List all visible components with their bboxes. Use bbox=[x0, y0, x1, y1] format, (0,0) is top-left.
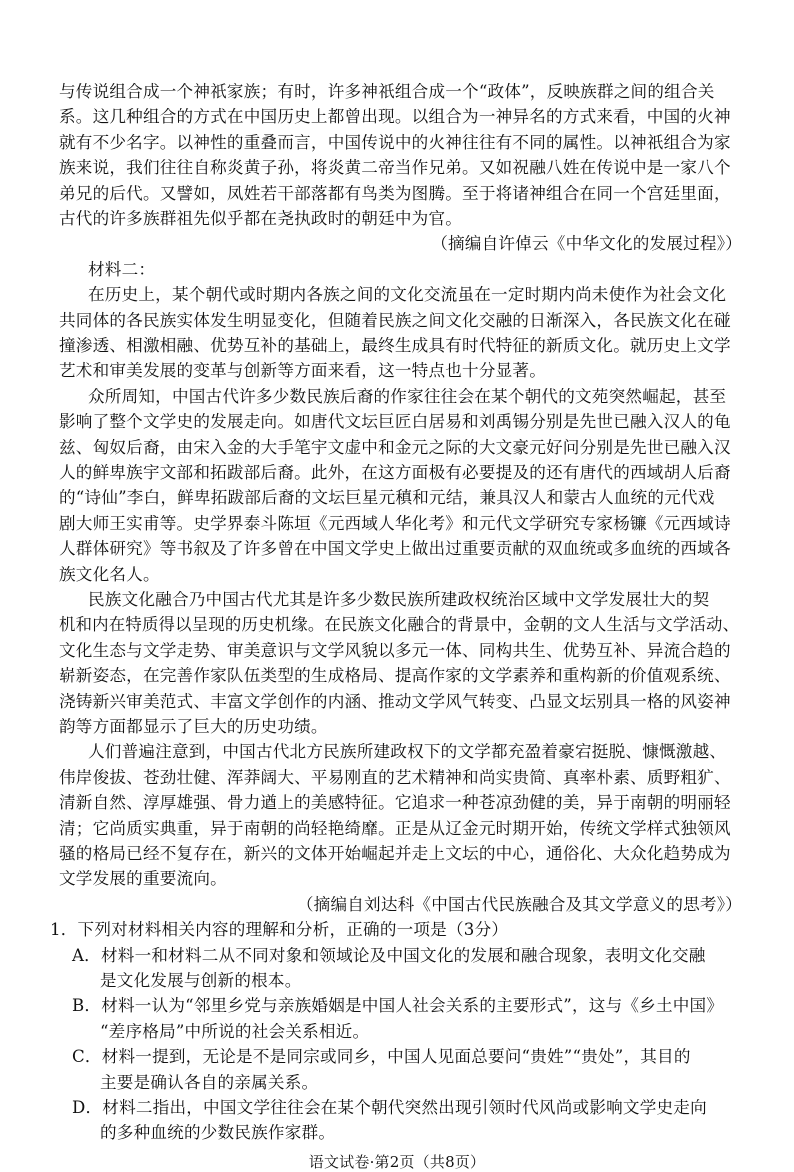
text-line: 古代的许多族群祖先似乎都在尧执政时的朝廷中为官。 bbox=[59, 209, 463, 228]
option-line: 是文化发展与创新的根本。 bbox=[100, 971, 302, 990]
text-line: 族来说，我们往往自称炎黄子孙，将炎黄二帝当作兄弟。又如祝融八姓在传说中是一家八个 bbox=[59, 158, 731, 178]
option-line: D．材料二指出，中国文学往往会在某个朝代突然出现引领时代风尚或影响文学史走向 bbox=[72, 1098, 707, 1117]
text-line: 清新自然、淳厚雄强、骨力遒上的美感特征。它追求一种苍凉劲健的美，异于南朝的明丽轻 bbox=[59, 793, 731, 813]
text-line: 韵等方面都显示了巨大的历史功绩。 bbox=[59, 717, 328, 736]
text-line: 与传说组合成一个神祇家族；有时，许多神祇组合成一个“政体”，反映族群之间的组合关 bbox=[59, 82, 715, 101]
text-line: 族文化名人。 bbox=[59, 564, 160, 584]
text-line: 影响了整个文学史的发展走向。如唐代文坛巨匠白居易和刘禹锡分别是先世已融入汉人的龟 bbox=[59, 412, 731, 432]
text-line: 系。这几种组合的方式在中国历史上都曾出现。以组合为一神异名的方式来看，中国的火神 bbox=[59, 107, 731, 127]
text-line: 艺术和审美发展的变革与创新等方面来看，这一特点也十分显著。 bbox=[59, 361, 547, 381]
text-line: 清；它尚质实典重，异于南朝的尚轻艳绮靡。正是从辽金元时期开始，传统文学样式独领风 bbox=[59, 818, 731, 838]
text-line: 人们普遍注意到，中国古代北方民族所建政权下的文学都充盈着豪宕挺脱、慷慨激越、 bbox=[88, 742, 727, 762]
option-line: “差序格局”中所说的社会关系相近。 bbox=[100, 1021, 370, 1041]
text-line: 人群体研究》等书叙及了许多曾在中国文学史上做出过重要贡献的双血统或多血统的西域各 bbox=[59, 539, 731, 559]
text-line: 骚的格局已经不复存在，新兴的文体开始崛起并走上文坛的中心，通俗化、大众化趋势成为 bbox=[59, 844, 731, 863]
source-citation-one: （摘编自许倬云《中华文化的发展过程》） bbox=[431, 234, 742, 254]
text-line: 共同体的各民族实体发生明显变化，但随着民族之间文化交融的日渐深入，各民族文化在碰 bbox=[59, 310, 731, 330]
text-line: 伟岸俊拔、苍劲壮健、浑莽阔大、平易刚直的艺术精神和尚实贵简、真率朴素、质野粗犷、 bbox=[59, 767, 731, 787]
text-line: 兹、匈奴后裔，由宋入金的大手笔宇文虚中和金元之际的大文豪元好问分别是先世已融入汉 bbox=[59, 437, 731, 457]
option-line: 的多种血统的少数民族作家群。 bbox=[100, 1123, 336, 1143]
text-line: 人的鲜卑族宇文部和拓跋部后裔。此外，在这方面极有必要提及的还有唐代的西域胡人后裔 bbox=[59, 463, 731, 482]
page-footer: 语文试卷·第2页（共8页） bbox=[308, 1152, 486, 1171]
source-citation-two: （摘编自刘达科《中国古代民族融合及其文学意义的思考》） bbox=[296, 894, 742, 914]
option-line: A．材料一和材料二从不同对象和领域论及中国文化的发展和融合现象，表明文化交融 bbox=[72, 945, 706, 965]
text-line: 就有不少名字。以神性的重叠而言，中国传说中的火神往往有不同的属性。以神祇组合为家 bbox=[59, 132, 731, 152]
option-line: B．材料一认为“邻里乡党与亲族婚姻是中国人社会关系的主要形式”，这与《乡土中国》 bbox=[72, 996, 724, 1016]
option-line: C．材料一提到，无论是不是同宗或同乡，中国人见面总要问“贵姓”“贵处”，其目的 bbox=[72, 1047, 691, 1067]
option-line: 主要是确认各自的亲属关系。 bbox=[100, 1072, 319, 1092]
text-line: 在历史上，某个朝代或时期内各族之间的文化交流虽在一定时期内尚未使作为社会文化 bbox=[88, 285, 727, 305]
question-stem: 1．下列对材料相关内容的理解和分析，正确的一项是（3分） bbox=[50, 920, 509, 940]
text-line: 浇铸新兴审美范式、丰富文学创作的内涵、推动文学风气转变、凸显文坛别具一格的风姿神 bbox=[59, 691, 731, 711]
text-line: 崭新姿态，在完善作家队伍类型的生成格局、提高作家的文学素养和重构新的价值观系统、 bbox=[59, 666, 731, 686]
text-line: 机和内在特质得以呈现的历史机缘。在民族文化融合的背景中，金朝的文人生活与文学活动、 bbox=[59, 615, 740, 635]
text-line: 剧大师王实甫等。史学界泰斗陈垣《元西域人华化考》和元代文学研究专家杨镰《元西域诗 bbox=[59, 513, 731, 533]
text-line: 众所周知，中国古代许多少数民族后裔的作家往往会在某个朝代的文苑突然崛起，甚至 bbox=[88, 386, 727, 406]
text-line: 的“诗仙”李白，鲜卑拓跋部后裔的文坛巨星元稹和元结，兼具汉人和蒙古人血统的元代戏 bbox=[59, 488, 715, 508]
text-line: 文化生态与文学走势、审美意识与文学风貌以多元一体、同构共生、优势互补、异流合趋的 bbox=[59, 640, 731, 660]
material-two-title: 材料二： bbox=[88, 259, 156, 279]
text-line: 撞渗透、相激相融、优势互补的基础上，最终生成具有时代特征的新质文化。就历史上文学 bbox=[59, 336, 731, 355]
text-line: 民族文化融合乃中国古代尤其是许多少数民族所建政权统治区域中文学发展壮大的契 bbox=[88, 590, 710, 609]
text-line: 文学发展的重要流向。 bbox=[59, 869, 227, 889]
text-line: 弟兄的后代。又譬如，凤姓若干部落都有鸟类为图腾。至于将诸神组合在同一个宫廷里面， bbox=[59, 183, 731, 203]
